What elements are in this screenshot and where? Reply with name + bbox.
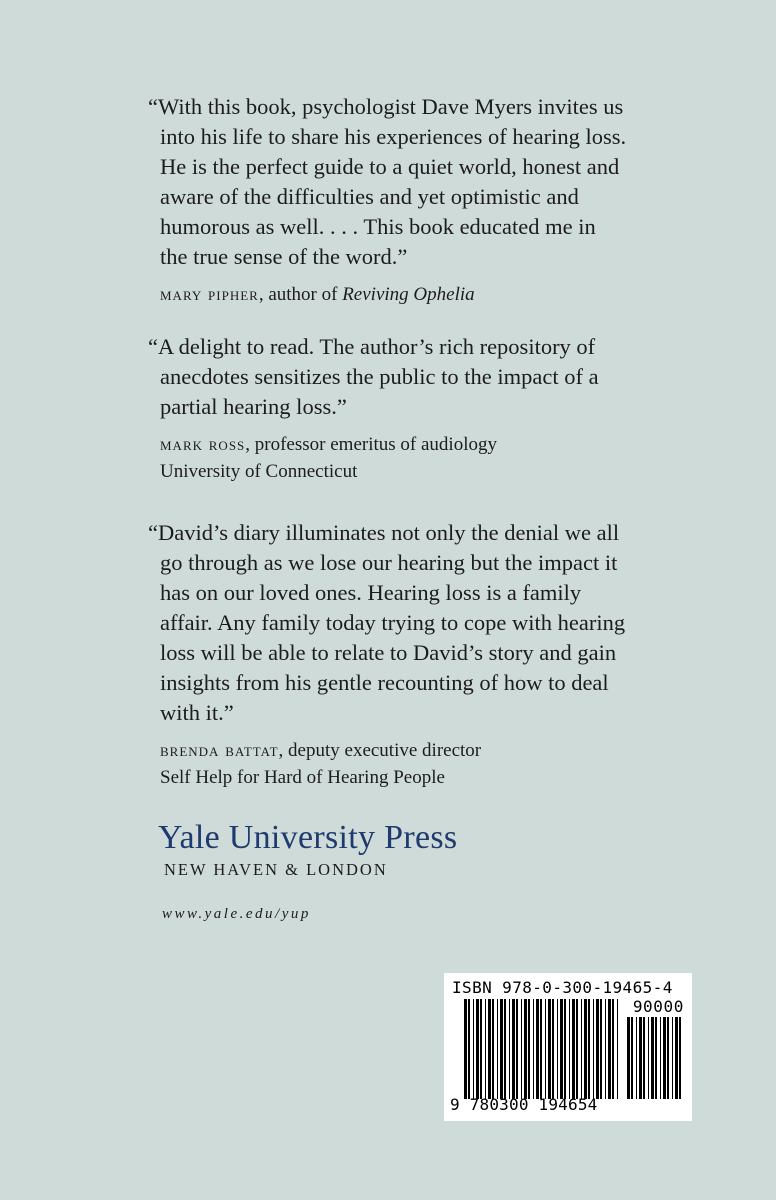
barcode-bar [581, 999, 582, 1099]
publisher-cities: NEW HAVEN & LONDON [164, 860, 388, 879]
publisher-website: www.yale.edu/yup [162, 906, 311, 922]
barcode-bar [631, 1017, 633, 1099]
barcode-bar [476, 999, 479, 1099]
barcode-bar [464, 999, 467, 1099]
barcode-bar [564, 999, 566, 1099]
testimonial-quote: “With this book, psychologist Dave Myers invites us into his life to share his experiences of hearing loss. He is the perfect guide to a quiet world, honest and aware of the difficulties and yet optimistic and humorous as well. . . . This book educated me in the true sense of the word.” [148, 94, 627, 269]
barcode-bar [560, 999, 563, 1099]
testimonial-1 [148, 92, 628, 308]
barcode-bar [468, 999, 470, 1099]
barcode-bar [485, 999, 486, 1099]
barcode-bar [608, 999, 611, 1099]
testimonial-attribution [160, 281, 628, 308]
testimonial-attribution [160, 431, 628, 485]
barcode-bar [536, 999, 539, 1099]
barcode-bar [588, 999, 590, 1099]
barcode-bar [528, 999, 530, 1099]
barcode-bar [572, 999, 575, 1099]
barcode-digits: 9 780300 194654 [450, 1095, 598, 1114]
barcode-bar [509, 999, 510, 1099]
testimonial-author-role: , deputy executive director [278, 740, 482, 761]
barcode-bar [612, 999, 614, 1099]
barcode-bar [660, 1017, 661, 1099]
isbn-barcode [444, 973, 692, 1121]
barcode-bar [516, 999, 518, 1099]
barcode-bar [663, 1017, 666, 1099]
testimonial-author-name: mary pipher [160, 284, 259, 305]
barcode-bar [675, 1017, 678, 1099]
barcode-bar [648, 1017, 649, 1099]
barcode-bar [627, 1017, 630, 1099]
barcode-bar [605, 999, 606, 1099]
barcode-bar [557, 999, 558, 1099]
barcode-bar [636, 1017, 637, 1099]
testimonial-attribution [160, 737, 628, 791]
testimonial-2 [148, 332, 628, 485]
barcode-bar [593, 999, 594, 1099]
barcode-bar [504, 999, 506, 1099]
barcode-bar [480, 999, 482, 1099]
barcode-bar [639, 1017, 642, 1099]
testimonial-author-role: , professor emeritus of audiology [245, 434, 497, 455]
testimonial-author-affiliation: Self Help for Hard of Hearing People [160, 767, 445, 788]
isbn-label: ISBN 978-0-300-19465-4 [452, 978, 673, 997]
barcode-bar [521, 999, 522, 1099]
barcode-bar [533, 999, 534, 1099]
barcode-bar [545, 999, 546, 1099]
price-code: 90000 [632, 997, 684, 1016]
barcode-bar [655, 1017, 657, 1099]
testimonial-quote: “A delight to read. The author’s rich repository of anecdotes sensitizes the public to the impact of a partial hearing loss.” [148, 334, 599, 419]
testimonial-author-name: brenda battat [160, 740, 279, 761]
barcode-bar [569, 999, 570, 1099]
barcode-bar [617, 999, 618, 1099]
barcode-bar [524, 999, 527, 1099]
publisher-imprint [158, 818, 457, 880]
testimonial-author-name: mark ross [160, 434, 246, 455]
barcode-bar [488, 999, 491, 1099]
barcode-bar [600, 999, 602, 1099]
barcode-bar [672, 1017, 673, 1099]
barcode-bar [512, 999, 515, 1099]
barcode-bar [679, 1017, 681, 1099]
barcode-bar [584, 999, 587, 1099]
barcode-bar [667, 1017, 669, 1099]
testimonial-book-title: Reviving Ophelia [342, 284, 475, 305]
barcode-bar [473, 999, 474, 1099]
barcode-bar [576, 999, 578, 1099]
barcode-bar [643, 1017, 645, 1099]
barcode-bar [500, 999, 503, 1099]
testimonial-quote: “David’s diary illuminates not only the denial we all go through as we lose our hearing but the impact it has on our loved ones. Hearing loss is a family affair. Any family today trying to cope with hearing loss will be able to relate to David’s story and gain insights from his gentle recounting of how to deal with it.” [148, 520, 626, 725]
barcode-bar [651, 1017, 654, 1099]
testimonial-author-affiliation: University of Connecticut [160, 461, 358, 482]
barcode-bar [596, 999, 599, 1099]
barcode-bar [548, 999, 551, 1099]
barcode-bar [497, 999, 498, 1099]
testimonial-3 [148, 518, 628, 791]
testimonial-author-role: , author of [258, 284, 343, 305]
barcode-bar [552, 999, 554, 1099]
publisher-name: Yale University Press [158, 819, 458, 856]
barcode-bar [540, 999, 542, 1099]
barcode-bar [492, 999, 494, 1099]
